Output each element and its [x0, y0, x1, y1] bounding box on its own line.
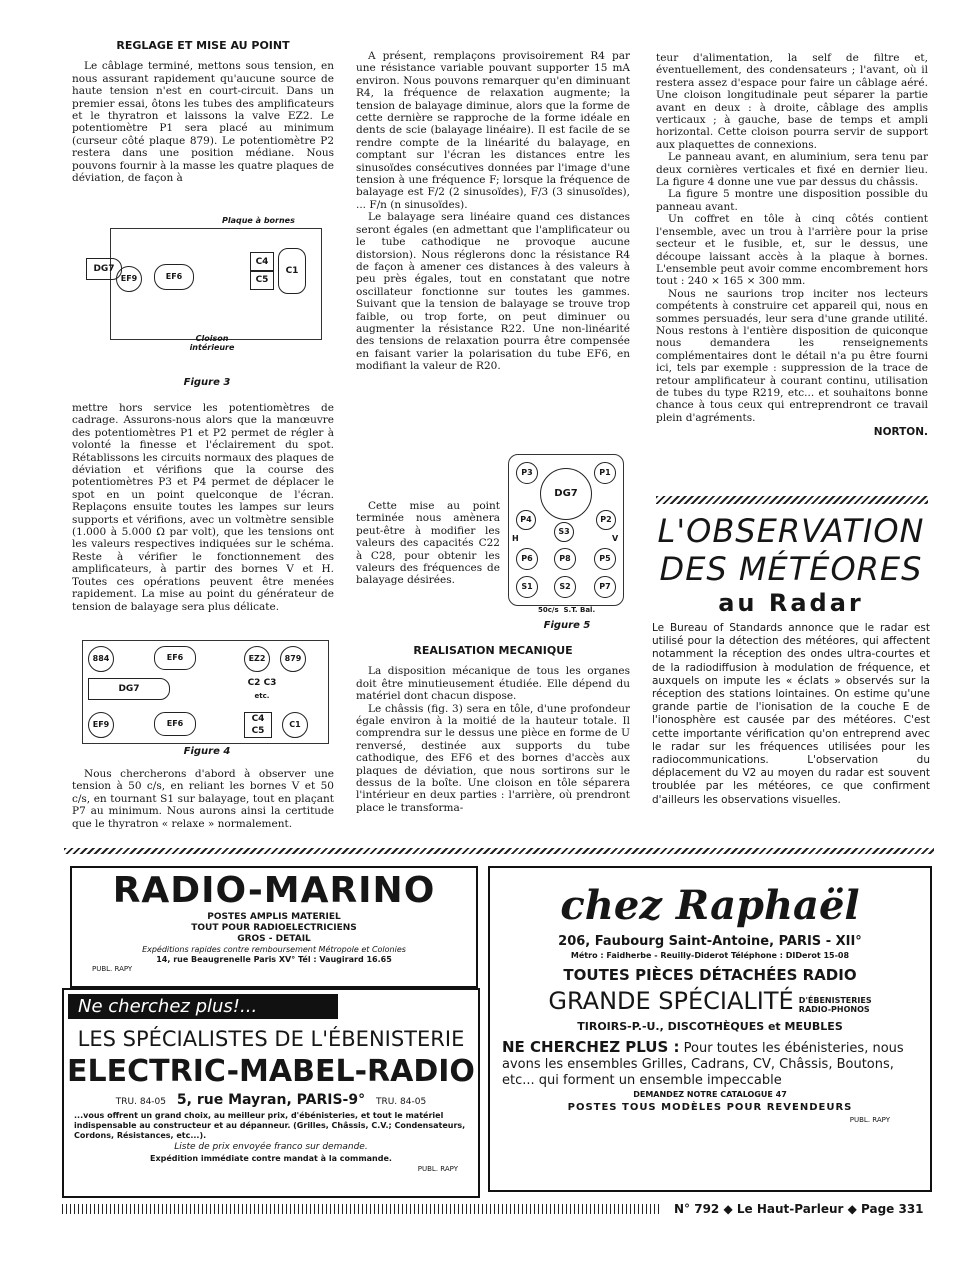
article-column-2c [356, 645, 630, 814]
raphael-line-2-row [490, 986, 930, 1019]
paragraph: mettre hors service les potentiomètres de cadrage. Assurons-nous alors que la manœuvre des potentiomètres P1 et P2 permet de régler à volonté la finesse et l'éclairement du spot. Rétablissons les circuits normaux des plaques de déviation et vérifions que la course des potentiomètres P3 et P4 permet de déplacer le spot en un point quelconque de l'écran. Replaçons ensuite toutes les lampes sur leurs supports et vérifions, avec un voltmètre sensible (1.000 à 5.000 Ω par volt), que les tensions ont les valeurs respectives indiquées sur le schéma. Reste à vérifier le fonctionnement des amplificateurs, à partir des bornes V et H. Toutes ces opérations peuvent être menées rapidement. La mise au point du générateur de tension de balayage sera plus délicate. [72, 402, 334, 613]
raphael-publ: PUBL. RAPY [849, 1116, 890, 1124]
footer-rule [62, 1204, 662, 1214]
fig5-pot-p3: P3 [516, 462, 538, 484]
paragraph: Cette mise au point terminée nous amènera peut-être à modifier les valeurs des capacités C22 à C28, pour obtenir les valeurs des fréquences de balayage désirées. [356, 500, 500, 587]
article-column-2b [356, 500, 500, 587]
ad-radio-marino [70, 866, 478, 988]
fig4-tube-ez2: EZ2 [244, 646, 270, 672]
fig5-pot-p2: P2 [596, 510, 616, 530]
paragraph: La disposition mécanique de tous les organes doit être minutieusement étudiée. Elle dépend du matériel dont chacun dispose. [356, 665, 630, 703]
fig4-cap-c1: C1 [282, 712, 308, 738]
mabel-line-1: LES SPÉCIALISTES DE L'ÉBENISTERIE [77, 1027, 465, 1051]
fig5-tube-dg7: DG7 [540, 468, 592, 520]
meteores-article [652, 512, 930, 807]
fig5-switch-s3: S3 [554, 522, 574, 542]
decorative-divider-wide [64, 848, 934, 854]
fig3-tube-ef9: EF9 [116, 266, 142, 292]
fig5-terminal-v: V [612, 534, 619, 543]
raphael-line-4b: Pour toutes les ébénisteries, nous avons les ensembles Grilles, Cadrans, CV, Châssis, Boutons, etc... qui forment un ensemble impeccable [502, 1041, 904, 1088]
mabel-phone-right: TRU. 84-05 [375, 1097, 427, 1107]
fig5-pot-p5: P5 [594, 548, 616, 570]
meteores-title-2: DES MÉTÉORES [659, 550, 923, 588]
fig5-caption: Figure 5 [543, 620, 591, 631]
raphael-metro: Métro : Faidherbe - Reuilly-Diderot Téléphone : DIDerot 15-08 [570, 951, 850, 960]
paragraph: Un coffret en tôle à cinq côtés contient l'ensemble, avec un trou à l'arrière pour la prise secteur et le fusible, et, sur le dessus, une découpe laissant accès à la plaque à bornes. L'ensemble peut avoir comme encombrement hors tout : 240 × 165 × 300 mm. [656, 213, 928, 288]
raphael-line-1: TOUTES PIÈCES DÉTACHÉES RADIO [563, 966, 857, 984]
fig5-pot-p4: P4 [516, 510, 536, 530]
mabel-line-4: Liste de prix envoyée franco sur demande. [174, 1142, 368, 1152]
fig3-cap-c5: C5 [250, 270, 274, 290]
marino-line-3: GROS - DETAIL [237, 934, 311, 944]
raphael-line-6: POSTES TOUS MODÈLES POUR REVENDEURS [567, 1102, 853, 1113]
paragraph: teur d'alimentation, la self de filtre et, éventuellement, des condensateurs ; l'avant, où il restera assez d'espace pour faire un câblage aéré. Une cloison longitudinale peut séparer la partie avant en deux : à droite, câblage des amplis verticaux ; à gauche, base de temps et ampli horizontal. Cette cloison pourra servir de support aux plaquettes de connexions. [656, 52, 928, 151]
fig4-caption: Figure 4 [183, 746, 231, 757]
article-column-1c [72, 768, 334, 830]
article-column-1 [72, 40, 334, 184]
meteores-title-3: au Radar [718, 589, 864, 617]
mabel-tag: Ne cherchez plus!... [68, 994, 338, 1019]
fig5-pot-p8: P8 [554, 548, 576, 570]
article-signature: NORTON. [873, 426, 928, 439]
fig3-tube-ef6: EF6 [154, 264, 194, 290]
fig5-terminal-h: H [512, 534, 519, 543]
fig4-cap-etc: etc. [254, 692, 270, 700]
fig4-tube-ef6-bottom: EF6 [154, 712, 196, 736]
marino-line-1: POSTES AMPLIS MATERIEL [207, 912, 341, 922]
section-heading: REALISATION MECANIQUE [413, 644, 573, 657]
ad-chez-raphael [488, 866, 932, 1192]
paragraph: Le câblage terminé, mettons sous tension, en nous assurant rapidement qu'aucune source de haute tension n'est en court-circuit. Dans un premier essai, ôtons les tubes des amplificateurs et le thyratron et laissons la valve EZ2. Le potentiomètre P1 sera placé au minimum (curseur côté plaque 879). Le potentiomètre P2 restera dans une position médiane. Nous pouvons fournir à la masse les quatre plaques de déviation, de façon à [72, 60, 334, 185]
raphael-line-2b: D'ÉBENISTERIES [798, 995, 872, 1005]
fig3-cap-c4: C4 [250, 252, 274, 272]
fig3-label-top: Plaque à bornes [222, 216, 295, 225]
mabel-address-row [64, 1091, 478, 1111]
fig4-tube-ef9: EF9 [88, 712, 114, 738]
mabel-phone-left: TRU. 84-05 [115, 1097, 167, 1107]
marino-line-5: 14, rue Beaugrenelle Paris XV° Tél : Vaugirard 16.65 [156, 955, 392, 964]
figure-5 [508, 454, 626, 634]
fig3-tube-dg7: DG7 [86, 258, 122, 280]
mabel-line-5: Expédition immédiate contre mandat à la commande. [150, 1154, 392, 1163]
raphael-line-3: TIROIRS-P.-U., DISCOTHÈQUES et MEUBLES [577, 1020, 843, 1033]
ad-electric-mabel-radio [62, 988, 480, 1198]
raphael-line-4a: NE CHERCHEZ PLUS : [502, 1038, 680, 1056]
raphael-line-2-side [799, 996, 872, 1014]
paragraph: A présent, remplaçons provisoirement R4 par une résistance variable pouvant supporter 15 mA environ. Nous pouvons remarquer qu'en diminuant R4, la fréquence de relaxation augmente; la tension de balayage diminue, alors que la forme de cette dernière se rapproche de la forme idéale en dents de scie (balayage linéaire). Il est facile de se rendre compte de la linéarité du balayage, en comptant sur l'écran les distances entre les sinusoïdes consécutives données par l'image d'une tension à une fréquence F; lorsque la fréquence de balayage est F/2 (2 sinusoïdes), F/3 (3 sinusoïdes), ... F/n (n sinusoïdes). [356, 50, 630, 211]
mabel-publ: PUBL. RAPY [417, 1165, 458, 1173]
fig4-tube-dg7: DG7 [88, 678, 170, 700]
fig5-pot-p7: P7 [594, 576, 616, 598]
fig4-cap-c4c5: C4 C5 [244, 712, 272, 738]
fig3-caption: Figure 3 [183, 377, 231, 388]
mabel-name: ELECTRIC-MABEL-RADIO [67, 1054, 475, 1089]
meteores-body: Le Bureau of Standards annonce que le radar est utilisé pour la détection des météores, qui affectent notamment la réception des ondes ultra-courtes et de la radiodiffusion à modulation de fréquence, et auxquels on impute les « éclats » observés sur la réception des stations lointaines. On estime qu'une grande partie de l'ionisation de la couche E de l'ionosphère est causée par des météores. C'est cette importante vérification qu'on entreprend avec le radar sur les fréquences utilisées pour les radiocommunications. L'observation du déplacement du V2 au moyen du radar est souvent troublée par les météores, ce que confirment d'ailleurs les observations visuelles. [652, 622, 930, 806]
raphael-line-2c: RADIO-PHONOS [798, 1004, 870, 1014]
article-column-1b [72, 402, 334, 613]
marino-line-4: Expéditions rapides contre remboursement Métropole et Colonies [142, 945, 406, 954]
fig5-switch-s2: S2 [554, 576, 576, 598]
fig4-tube-884: 884 [88, 646, 114, 672]
mabel-line-3: ...vous offrent un grand choix, au meilleur prix, d'ébénisteries, et tout le matériel indispensable au constructeur et au dépanneur. (Grilles, Châssis, C.V.; Condensateurs, Cordons, Résistances, etc...). [74, 1111, 466, 1140]
paragraph: Le balayage sera linéaire quand ces distances seront égales (en admettant que l'amplificateur ou le tube cathodique ne provoque aucune distorsion). Nous réglerons donc la résistance R4 de façon à amener ces distances à des valeurs à peu près égales, tout en constatant que notre oscillateur fonctionne sur toutes les gammes. Suivant que la tension de balayage se trouve trop faible, ou trop forte, on peut diminuer ou augmenter la résistance R22. Une non-linéarité des tensions de relaxation pourra être compensée en faisant varier la polarisation du tube EF6, en modifiant la valeur de R20. [356, 211, 630, 373]
decorative-divider [656, 496, 928, 504]
marino-name: RADIO-MARINO [112, 870, 436, 911]
fig3-label-bottom: Cloison intérieure [189, 334, 235, 352]
paragraph: La figure 5 montre une disposition possible du panneau avant. [656, 188, 928, 213]
fig5-pot-p6: P6 [516, 548, 538, 570]
fig5-switch-s1: S1 [516, 576, 538, 598]
fig4-tube-879: 879 [280, 646, 306, 672]
raphael-line-4 [490, 1035, 930, 1089]
article-column-3 [656, 52, 928, 439]
paragraph: Nous chercherons d'abord à observer une tension à 50 c/s, en reliant les bornes V et 50 c/s, en tournant S1 sur balayage, tout en plaçant P7 au minimum. Nous aurons ainsi la certitude que le thyratron « relaxe » normalement. [72, 768, 334, 830]
paragraph: Le châssis (fig. 3) sera en tôle, d'une profondeur égale environ à la moitié de la hauteur totale. Il comprendra sur le dessus une pièce en forme de U renversé, destinée aux supports du tube cathodique, des EF6 et des bornes d'accès aux plaques de déviation, que nous sortirons sur le dessus de la boîte. Une cloison en tôle séparera l'intérieur en deux parties : l'arrière, où prendront place le transforma- [356, 702, 630, 814]
figure-4 [82, 640, 332, 762]
marino-line-2: TOUT POUR RADIOELECTRICIENS [191, 923, 357, 933]
fig3-cap-c1: C1 [278, 248, 306, 294]
mabel-address: 5, rue Mayran, PARIS-9° [176, 1092, 366, 1108]
fig5-pot-p1: P1 [594, 462, 616, 484]
fig5-bottom-labels: 50c/s S.T. Bal. [538, 606, 596, 614]
article-heading: REGLAGE ET MISE AU POINT [116, 39, 290, 52]
marino-publ: PUBL. RAPY [92, 965, 133, 973]
raphael-name: chez Raphaël [560, 882, 860, 929]
fig4-tube-ef6-top: EF6 [154, 646, 196, 670]
figure-3 [82, 212, 332, 392]
raphael-address: 206, Faubourg Saint-Antoine, PARIS - XII° [558, 934, 862, 949]
raphael-line-5: DEMANDEZ NOTRE CATALOGUE 47 [633, 1090, 787, 1099]
fig4-cap-c2c3: C2 C3 [247, 678, 277, 688]
paragraph: Nous ne saurions trop inciter nos lecteurs compétents à construire cet appareil qui, nous en sommes persuadés, leur sera d'une grande utilité. Nous restons à l'entière disposition de quiconque nous demandera les renseignements complémentaires dont le détail n'a pu être fourni ici, tels par exemple : suppression de la trace de retour amplificateur à courant continu, utilisation de tubes du type R219, etc... et souhaitons bonne chance à tous ceux qui entreprendront ce travail plein d'agréments. [656, 287, 928, 424]
meteores-title-1: L'OBSERVATION [657, 512, 925, 550]
footer-page-info: N° 792 ◆ Le Haut-Parleur ◆ Page 331 [674, 1202, 924, 1216]
article-column-2 [356, 50, 630, 373]
paragraph: Le panneau avant, en aluminium, sera tenu par deux cornières verticales et fixé en dernier lieu. La figure 4 donne une vue par dessus du châssis. [656, 151, 928, 189]
raphael-line-2: GRANDE SPÉCIALITÉ [548, 987, 794, 1015]
